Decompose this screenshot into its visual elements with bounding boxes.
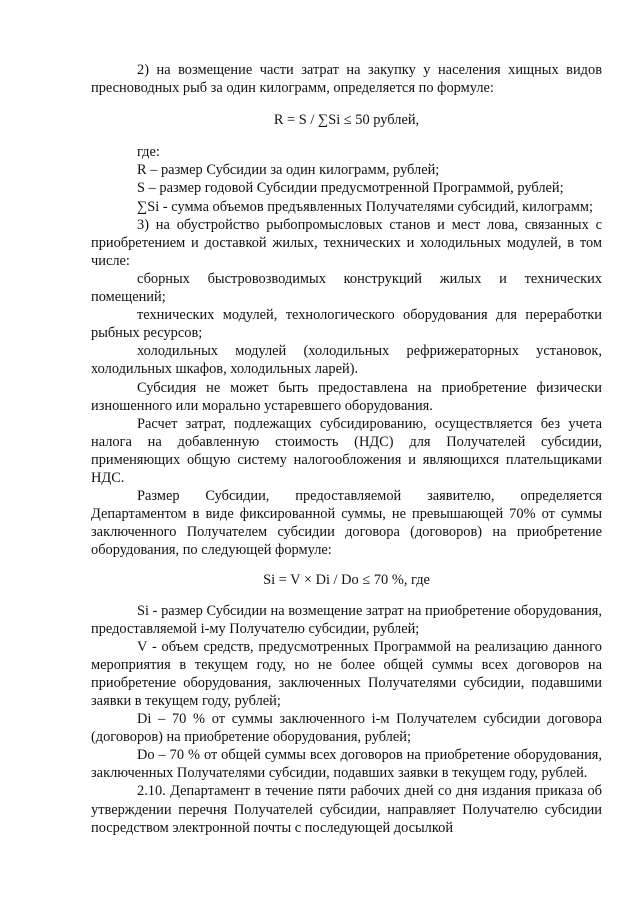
definition-do: Do – 70 % от общей суммы всех договоров на приобретение оборудования, заключенных Получателями субсидии, подавших заявки в текущем году, рублей. <box>91 747 602 782</box>
list-item-refrigeration-modules: холодильных модулей (холодильных рефрижераторных установок, холодильных шкафов, холодильных ларей). <box>91 343 602 378</box>
paragraph-where: где: <box>137 144 160 161</box>
paragraph-2-10: 2.10. Департамент в течение пяти рабочих дней со дня издания приказа об утверждении перечня Получателей субсидии, направляет Получателю субсидии посредством электронной почты с последующей досылкой <box>91 783 602 836</box>
paragraph-subsidy-size: Размер Субсидии, предоставляемой заявителю, определяется Департаментом в виде фиксированной суммы, не превышающей 70% от суммы заключенного Получателем субсидии договора (договоров) на приобретение оборудования, по следующей формуле: <box>91 488 602 559</box>
definition-s: S – размер годовой Субсидии предусмотренной Программой, рублей; <box>137 180 564 197</box>
paragraph-item-3: 3) на обустройство рыбопромысловых станов и мест лова, связанных с приобретением и доставкой жилых, технических и холодильных модулей, в том числе: <box>91 216 602 269</box>
definition-r: R – размер Субсидии за один килограмм, рублей; <box>137 162 440 179</box>
definition-v: V - объем средств, предусмотренных Программой на реализацию данного мероприятия в текущем году, но не более общей суммы всех договоров на приобретение оборудования, заключенных Получателями субсидии, подавшими заявки в текущем году, рублей; <box>91 638 602 709</box>
list-item-prefab-structures: сборных быстровозводимых конструкций жилых и технических помещений; <box>91 270 602 306</box>
document-body <box>91 61 602 837</box>
formula-si: Si = V × Di / Do ≤ 70 %, где <box>263 572 430 589</box>
paragraph-item-2-intro: 2) на возмещение части затрат на закупку у населения хищных видов пресноводных рыб за один килограмм, определяется по формуле: <box>91 62 602 97</box>
paragraph-restriction: Субсидия не может быть предоставлена на приобретение физически изношенного или морально устаревшего оборудования. <box>91 379 602 414</box>
definition-sum-si: ∑Si - сумма объемов предъявленных Получателями субсидий, килограмм; <box>137 198 593 215</box>
definition-di: Di – 70 % от суммы заключенного i-м Получателем субсидии договора (договоров) на приобретение оборудования, рублей; <box>91 711 602 746</box>
list-item-technical-modules: технических модулей, технологического оборудования для переработки рыбных ресурсов; <box>91 307 602 342</box>
definition-si: Si - размер Субсидии на возмещение затрат на приобретение оборудования, предоставляемой i-му Получателю субсидии, рублей; <box>91 602 602 637</box>
formula-r: R = S / ∑Si ≤ 50 рублей, <box>273 112 420 129</box>
paragraph-vat: Расчет затрат, подлежащих субсидированию, осуществляется без учета налога на добавленную стоимость (НДС) для Получателей субсидии, применяющих общую систему налогообложения и являющихся плательщиками НДС. <box>91 415 602 486</box>
